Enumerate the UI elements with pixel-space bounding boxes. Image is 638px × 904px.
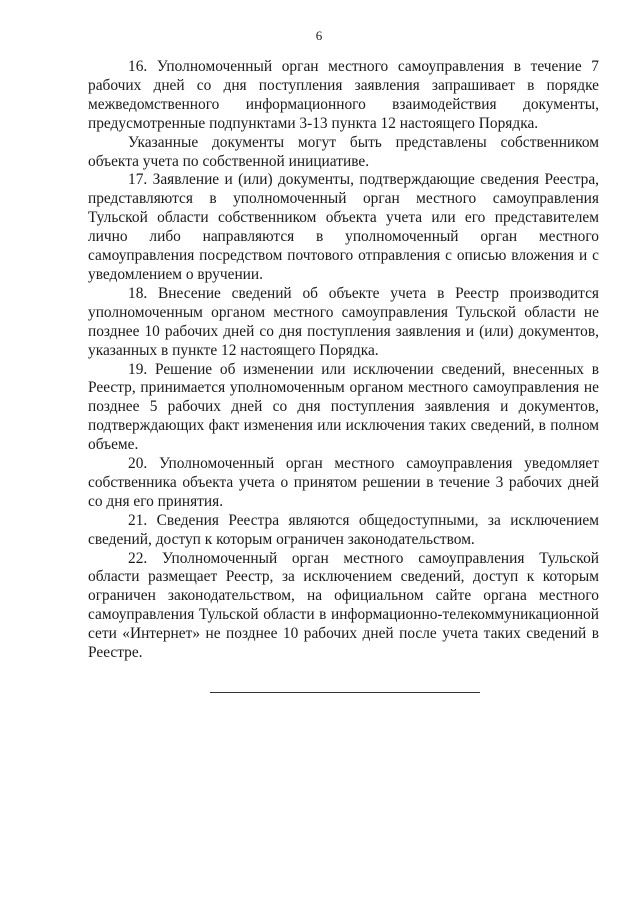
paragraph-22: 22. Уполномоченный орган местного самоуправления Тульской области размещает Реестр, за исключением сведений, доступ к которым ограничен законодательством, на официальном сайте органа местного самоуправления Тульской области в информационно-телекоммуникационной сети «Интернет» не позднее 10 рабочих дней после учета таких сведений в Реестре.: [88, 549, 599, 662]
paragraph-20: 20. Уполномоченный орган местного самоуправления уведомляет собственника объекта учета о принятом решении в течение 3 рабочих дней со дня его принятия.: [88, 455, 599, 510]
page-number: 6: [315, 28, 323, 43]
paragraph-19: 19. Решение об изменении или исключении сведений, внесенных в Реестр, принимается уполномоченным органом местного самоуправления не позднее 5 рабочих дней со дня поступления заявления и документов, подтверждающих факт изменения или исключения таких сведений, в полном объеме.: [88, 360, 599, 454]
end-separator-line: [210, 692, 480, 693]
paragraph-16: 16. Уполномоченный орган местного самоуправления в течение 7 рабочих дней со дня поступления заявления запрашивает в порядке межведомственного информационного взаимодействия документы, предусмотренные подпунктами 3-13 пункта 12 настоящего Порядка.: [88, 58, 599, 132]
paragraph-16-note: Указанные документы могут быть представлены собственником объекта учета по собственной инициативе.: [88, 133, 599, 170]
paragraph-17: 17. Заявление и (или) документы, подтверждающие сведения Реестра, представляются в уполномоченный орган местного самоуправления Тульской области собственником объекта учета или его представителем лично либо направляются в уполномоченный орган местного самоуправления посредством почтового отправления с описью вложения и с уведомлением о вручении.: [88, 171, 599, 283]
paragraph-21: 21. Сведения Реестра являются общедоступными, за исключением сведений, доступ к которым ограничен законодательством.: [88, 511, 599, 548]
document-body: [88, 58, 599, 663]
paragraph-18: 18. Внесение сведений об объекте учета в Реестр производится уполномоченным органом местного самоуправления Тульской области не позднее 10 рабочих дней со дня поступления заявления и (или) документов, указанных в пункте 12 настоящего Порядка.: [88, 284, 599, 359]
